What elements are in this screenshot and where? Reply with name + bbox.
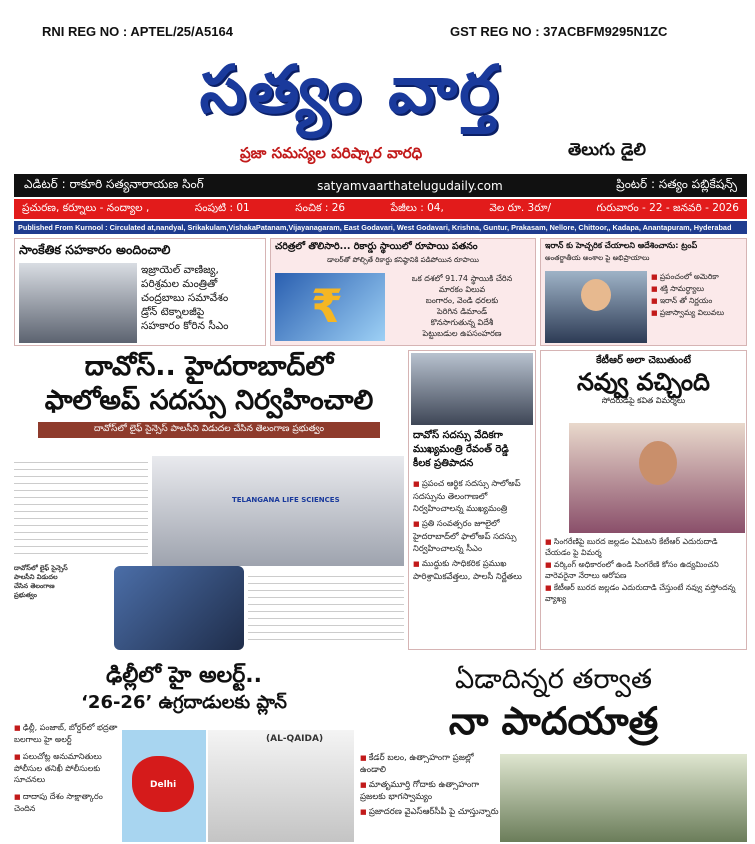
rni-reg-no: RNI REG NO : APTEL/25/A5164	[42, 24, 233, 39]
story-delhi-alert[interactable]	[14, 662, 354, 842]
story-headline-line1: దావోస్.. హైదరాబాద్‌లో	[84, 351, 334, 382]
story-kicker: కేటీఆర్ అలా చెబుతుంటే	[596, 355, 691, 366]
story-bullets: ■ కేడర్ బలం, ఉత్సాహంగా ప్రజల్లో ఉండాలి ■ మాతృమూర్తి గోదాకు ఉత్సాహంగా ప్రజలకు భాగస్వామ్యం ■ ప్రజాదరణ వైఎస్ఆర్‌సీపీ పై చూస్తున్నారు	[360, 752, 500, 818]
story-continued-text	[248, 570, 404, 646]
website-link[interactable]: satyamvaarthatelugudaily.com	[317, 178, 503, 193]
story-headline: చరిత్రలో తొలిసారి... రికార్డు స్థాయిలో రూపాయి పతనం	[275, 241, 478, 252]
edition-bar	[14, 199, 747, 219]
story-summary: ఇజ్రాయెల్ వాణిజ్య, పరిశ్రమల మంత్రితో చంద్రబాబు సమావేశం డ్రోన్ టెక్నాలజీపై సహకారం కోరిన సీఎం	[141, 264, 229, 332]
trump-photo	[545, 271, 647, 343]
circulation-line: Published From Kurnool : Circulated at,nandyal, Srikakulam,VishakaPatanam,Vijayanagaram, East Godavari, West Godavari, Krishna, Guntur, Prakasam, Nellore, Chittoor,, Kadapa, Anantapuram, Hyderabad	[14, 221, 747, 234]
cm-speaking-photo	[114, 566, 244, 650]
story-headline-line2: ‘26-26’ ఉగ్రదాడులకు ప్లాన్	[81, 692, 287, 713]
edition-label: తెలుగు డైలి	[568, 140, 646, 160]
story-davos-proposal[interactable]	[408, 350, 536, 650]
volume-number: సంపుటి : 01	[194, 201, 250, 214]
story-headline-line2: ఫాలోఅప్ సదస్సు నిర్వహించాలి	[44, 385, 374, 416]
story-kicker: ఏడాదిన్నర తర్వాత	[454, 664, 653, 695]
kavitha-photo	[569, 423, 745, 533]
story-summary: ఒక దశలో 91.74 స్థాయికి చేరిన మారకం విలువ బంగారం, వెండి ధరలకు పెరిగిన డిమాండ్ కొనసాగుతున్న విదేశీ పెట్టుబడుల ఉపసంహరణ	[411, 274, 513, 338]
story-bullets: ■ ప్రపంచంలో అమెరికా ■ శక్తి సామర్థ్యాలు ■ ఇరాన్ తో నిర్ణయం ■ ప్రజాస్వామ్య విలువలు	[651, 271, 745, 319]
delhi-map: Delhi	[122, 730, 206, 842]
info-bar	[14, 174, 747, 197]
rupee-icon: ₹	[311, 279, 344, 333]
story-body-text: దావోస్‌లో లైఫ్ సైన్సెస్ పాలసీని విడుదల చేసిన తెలంగాణ ప్రభుత్వం	[14, 456, 148, 646]
story-tech-cooperation[interactable]	[14, 238, 266, 346]
story-davos-followup[interactable]	[14, 350, 404, 650]
gst-reg-no: GST REG NO : 37ACBFM9295N1ZC	[450, 24, 668, 39]
wanted-poster: (AL-QAIDA)	[208, 730, 354, 842]
story-headline-line1: ఢిల్లీలో హై అలర్ట్..	[105, 663, 263, 688]
story-rupee-fall[interactable]	[270, 238, 536, 346]
issue-date: గురువారం - 22 - జనవరి - 2026	[596, 201, 739, 214]
story-headline: సాంకేతిక సహకారం అందించాలి	[19, 242, 171, 257]
newspaper-tagline: ప్రజా సమస్యల పరిష్కార వారధి	[240, 144, 423, 162]
story-subhead: సోదరుడిపై కవిత విమర్శలు	[601, 396, 686, 405]
story-bullets: ■ ఢిల్లీ, పంజాబ్, బోర్డర్‌లో భద్రతా బలగాలు హై అలర్ట్ ■ పలుచోట్ల అనుమానితులు పోలీసుల తనిఖీ పోలీసులకు సూచనలు ■ దాదాపు దేశం సాక్షాత్కారం చెందిన	[14, 722, 118, 814]
story-banner: దావోస్‌లో లైఫ్ సైన్సెస్ పాలసీని విడుదల చేసిన తెలంగాణ ప్రభుత్వం	[38, 422, 380, 438]
rupee-graphic	[275, 273, 385, 341]
story-subhead: డాలర్‌తో పోల్చితే రికార్డు కనిష్ఠానికి పడిపోయిన రూపాయి	[327, 256, 479, 264]
story-headline: ఇరాన్ కు హెచ్చరిక చేయాలని ఆదేశించాను: ట్రంప్	[545, 241, 698, 250]
story-padayatra[interactable]	[360, 662, 747, 842]
story-subhead: అంతర్జాతీయ అంశాల పై అభిప్రాయాలు	[545, 254, 650, 262]
davos-meeting-photo	[411, 353, 533, 425]
story-caption: దావోస్ సదస్సు వేదికగా ముఖ్యమంత్రి రేవంత్ రెడ్డి కీలక ప్రతిపాదన	[413, 430, 509, 469]
editor-name: ఎడిటర్ : రాకూరి సత్యనారాయణ సింగ్	[24, 177, 204, 191]
story-kavitha[interactable]	[540, 350, 747, 650]
issue-number: సంచిక : 26	[295, 201, 346, 214]
story-trump-iran[interactable]	[540, 238, 747, 346]
story-headline: నవ్వు వచ్చింది	[577, 368, 710, 396]
story-bullets: ■ సింగరేణిపై బురద జల్లడం ఏమిటని కేటీఆర్ ఎదురుదాడి చేయడం పై విమర్శ ■ వర్కింగ్ అధికారంలో ఉండి సింగరేణి కోసం ఉద్యమించని వారెవరైనా నేరాలు ఆరోపణ ■ కేటీఆర్ బురద జల్లడం ఎదురుదాడి చేస్తుంటే నవ్వు వస్తోందన్న వ్యాఖ్య	[545, 537, 745, 604]
publish-place: ప్రచురణ, కర్నూలు - నంద్యాల ,	[22, 201, 150, 214]
story-headline: నా పాదయాత్ర	[448, 699, 659, 743]
story-bullets: ■ ప్రపంచ ఆర్థిక సదస్సు సాలోఅప్ సదస్సును తెలంగాణలో నిర్వహించాలన్న ముఖ్యమంత్రి ■ ప్రతి సంవత్సరం జూలైలో హైదరాబాద్‌లో ఫాలోఅప్ సదస్సు నిర్వహించాలన్న సీఎం ■ ముద్దుకు సాధికరిక ప్రముఖ పారిశ్రామికవేత్తలు, పాలసీ నిర్ణేతలు	[413, 477, 533, 582]
printer-name: ప్రింటర్ : సత్యం పబ్లికేషన్స్	[616, 177, 737, 191]
meeting-photo	[19, 263, 137, 343]
newspaper-title: సత్యం వార్త	[199, 51, 501, 128]
price: వెల రూ. 3రూ/	[489, 201, 551, 214]
release-photo: TELANGANA LIFE SCIENCES	[152, 456, 404, 566]
page-count: పేజీలు : 04,	[390, 201, 444, 214]
rally-photo	[500, 754, 747, 842]
